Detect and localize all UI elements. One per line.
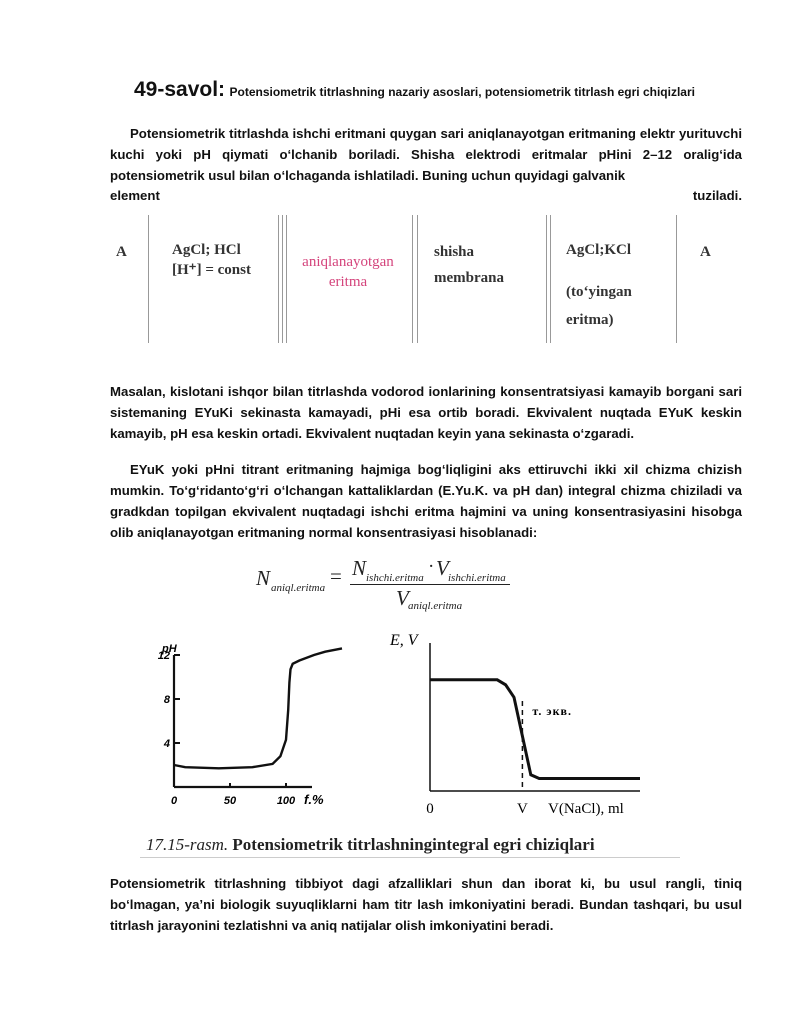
paragraph-curves: EYuK yoki pHni titrant eritmaning hajmiga bog‘liqligini aks ettiruvchi ikki xil chizma chizish mumkin. To‘g‘ridanto‘g‘ri o‘lchangan kattaliklardan (E.Yu.K. va pH dan) integral chizma chiziladi va gradkdan topilgan ekvivalent nuqtadagi ishchi eritma hajmini va uning konsentrasiyasini hisobga olib aniqlanayotgan eritmaning normal konsentrasiyasi hisoblanadi: (110, 462, 742, 540)
y-axis-label: E, V (390, 632, 418, 649)
cell-divider (546, 215, 547, 343)
y-tick-label: 12 (157, 650, 170, 662)
equivalence-annotation: т. экв. (532, 703, 572, 718)
paragraph-advantages: Potensiometrik titrlashning tibbiyot dagi afzalliklari shun dan iborat ki, bu usul rangli, tiniq bo‘lmagan, ya’ni biologik suyuqliklarni ham titr lash imkoniyatini beradi. Bundan tashqari, bu usul titrlash jarayonini tezlatishni va aniq natijalar olish imkoniyatini beradi. (110, 876, 742, 933)
question-number: 49-savol: (134, 78, 226, 101)
cell-h-const: [H⁺] = const (172, 262, 251, 278)
caption-underline (140, 857, 680, 858)
emf-curve (430, 680, 640, 779)
element-word: element (110, 188, 160, 203)
cell-agcl-hcl: AgCl; HCl (172, 242, 241, 258)
cell-divider (676, 215, 677, 343)
formula-num-v: V (436, 556, 449, 580)
paragraph-titration: Masalan, kislotani ishqor bilan titrlashda vodorod ionlarining konsentratsiyasi kamayib borgani sari sistemaning EYuKi sekinasta kamayadi, pHi esa ortib boradi. Ekvivalent nuqtada EYuK keskin kamayib, pH esa keskin ortadi. Ekvivalent nuqtadan keyin yana sekinasta o‘zgaradi. (110, 384, 742, 441)
page-title (134, 78, 695, 102)
y-tick-label: 8 (163, 694, 170, 706)
origin-label: 0 (426, 801, 434, 817)
cell-agcl-kcl: AgCl;KCl (566, 242, 631, 258)
emf-titration-chart (380, 625, 660, 825)
cell-divider (417, 215, 418, 343)
cell-right-electrode: A (700, 244, 711, 260)
cell-divider (412, 215, 413, 343)
cell-divider (550, 215, 551, 343)
ph-titration-chart (140, 635, 360, 815)
equivalence-tick-label: V (516, 801, 528, 817)
cell-divider (286, 215, 287, 343)
cell-divider (282, 215, 283, 343)
cell-solution: eritma) (566, 312, 614, 328)
galvanic-cell-scheme (110, 215, 750, 345)
formula-num-v-sub: ishchi.eritma (448, 572, 506, 584)
x-tick-label: 0 (170, 795, 178, 807)
y-axis-label: pH (162, 643, 177, 655)
cell-divider (148, 215, 149, 343)
formula-lhs-sub: aniql.eritma (271, 582, 326, 594)
caption-label: 17.15-rasm. (146, 835, 229, 854)
cell-analyte-2: eritma (328, 274, 368, 290)
element-line (110, 188, 742, 203)
x-tick-label: 50 (223, 795, 237, 807)
formula-num-n-sub: ishchi.eritma (366, 572, 424, 584)
question-subtitle: Potensiometrik titrlashning nazariy asoslari, potensiometrik titrlash egri chiqizlari (229, 85, 695, 99)
cell-left-electrode: A (116, 244, 127, 260)
formula-den-v-sub: aniql.eritma (408, 600, 463, 612)
tuziladi-word: tuziladi. (692, 188, 742, 203)
cell-glass: shisha (434, 244, 475, 260)
cell-divider (278, 215, 279, 343)
ph-curve (174, 648, 342, 768)
cell-membrane: membrana (434, 270, 504, 286)
formula-fraction-bar (350, 584, 510, 585)
cell-saturated: (to‘yingan (566, 284, 632, 300)
x-axis-label: f.% (304, 792, 324, 807)
formula-dot: · (428, 556, 435, 577)
figure-caption (146, 835, 595, 855)
cell-analyte-1: aniqlanayotgan (302, 254, 394, 270)
formula-equals: = (330, 564, 342, 588)
x-axis-label: V(NaCl), ml (548, 801, 624, 817)
x-tick-label: 100 (276, 795, 296, 807)
y-tick-label: 4 (163, 738, 170, 750)
formula-num-n: N (352, 556, 367, 580)
caption-text: Potensiometrik titrlashningintegral egri chiziqlari (232, 835, 595, 854)
paragraph-intro: Potensiometrik titrlashda ishchi eritmani quygan sari aniqlanayotgan eritmaning elektr yurituvchi kuchi yoki pH qiymati o‘lchanib boriladi. Shisha elektrodi eritmalar pHini 2–12 oralig‘ida potensiometrik usul bilan o‘lchaganda ishlatiladi. Buning uchun quyidagi galvanik (110, 126, 742, 183)
formula-lhs: N (256, 566, 271, 590)
formula-den-v: V (396, 586, 409, 610)
